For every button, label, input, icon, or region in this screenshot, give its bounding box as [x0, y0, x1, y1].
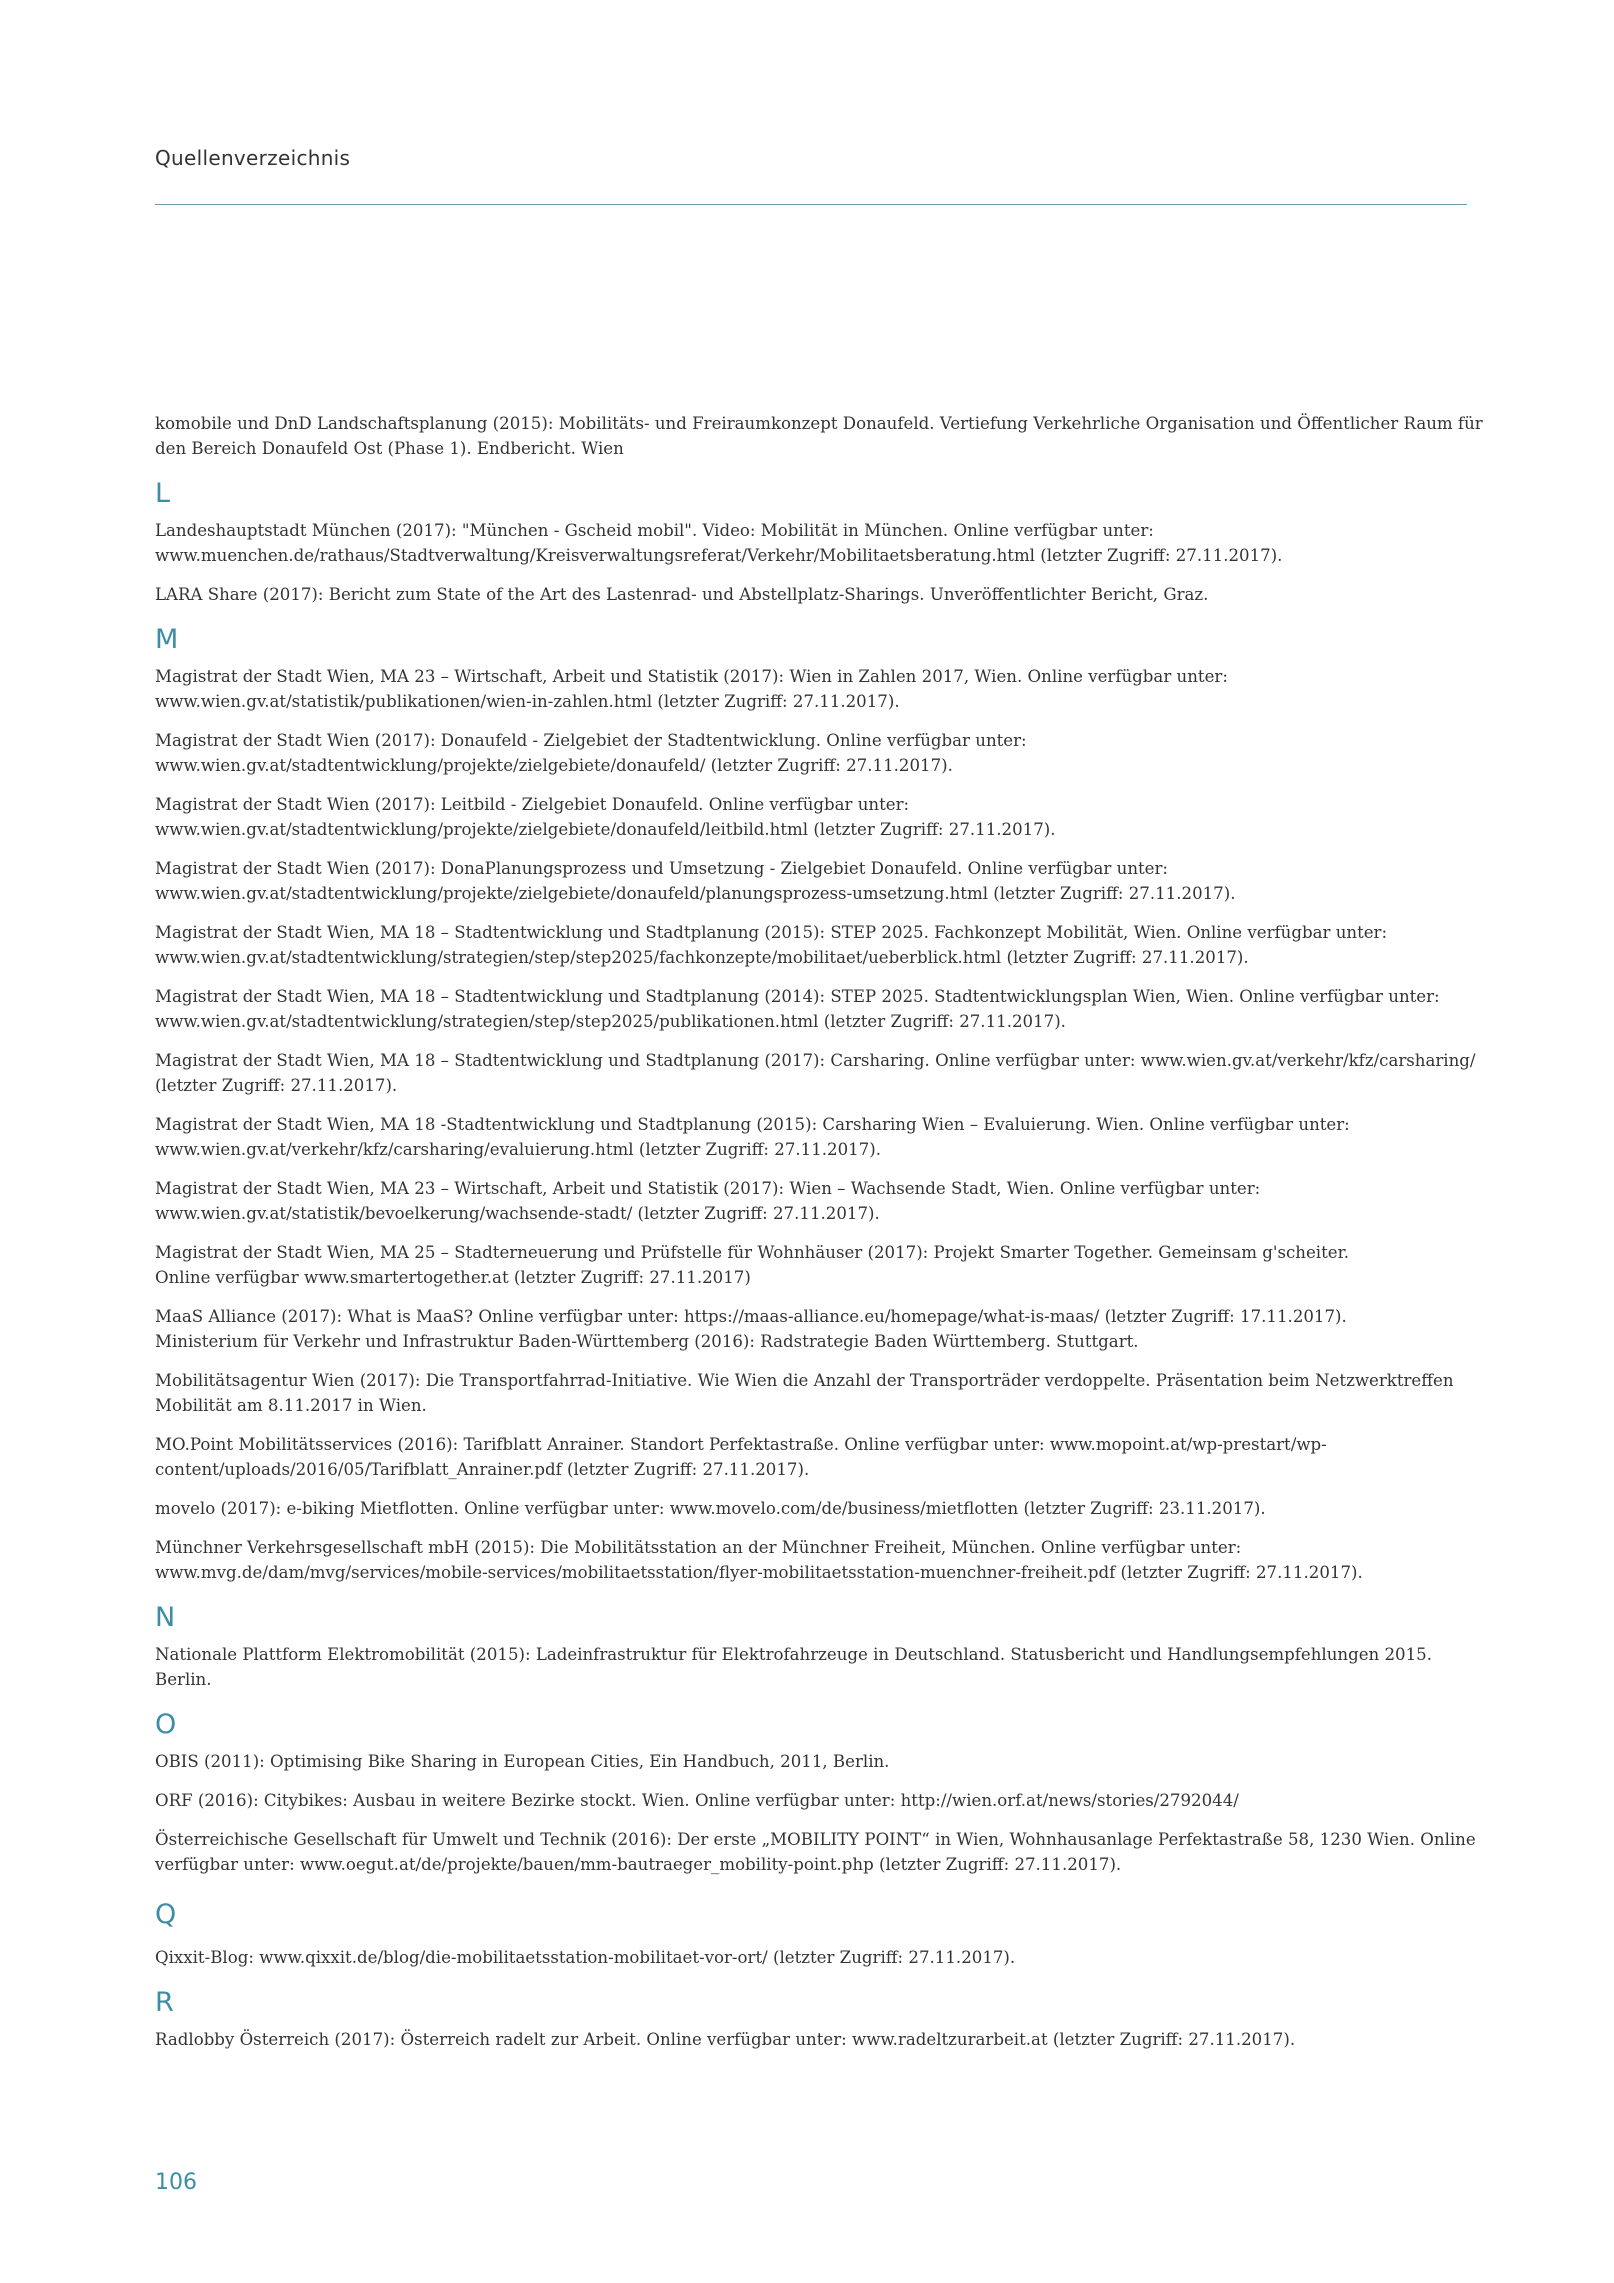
- reference-entry: Landeshauptstadt München (2017): "München - Gscheid mobil". Video: Mobilität in München. Online verfügbar unter: www.muenchen.de/rathaus/Stadtverwaltung/Kreisverwaltungsreferat/Verkehr/Mobilitaetsberatung.html (letzter Zugriff: 27.11.2017).: [155, 521, 1283, 565]
- reference-entry: Magistrat der Stadt Wien (2017): Leitbild - Zielgebiet Donaufeld. Online verfügbar unter: www.wien.gv.at/stadtentwicklung/projekte/zielgebiete/donaufeld/leitbild.html (letzter Zugriff: 27.11.2017).: [155, 795, 1056, 839]
- reference-entry: Magistrat der Stadt Wien, MA 18 – Stadtentwicklung und Stadtplanung (2015): STEP 2025. Fachkonzept Mobilität, Wien. Online verfügbar unter: www.wien.gv.at/stadtentwicklung/strategien/step/step2025/fachkonzepte/mobilitaet/ueberblick.html (letzter Zugriff: 27.11.2017).: [155, 923, 1388, 967]
- header-divider: [155, 204, 1467, 205]
- reference-entry: Österreichische Gesellschaft für Umwelt und Technik (2016): Der erste „MOBILITY POINT“ in Wien, Wohnhausanlage Perfektastraße 58, 1230 Wien. Online verfügbar unter: www.oegut.at/de/projekte/bauen/mm-bautraeger_mobility-point.php (letzter Zugriff: 27.11.2017).: [155, 1830, 1476, 1874]
- reference-entry: Qixxit-Blog: www.qixxit.de/blog/die-mobilitaetsstation-mobilitaet-vor-ort/ (letzter Zugriff: 27.11.2017).: [155, 1948, 1016, 1967]
- reference-entry: [155, 1304, 1485, 1354]
- page-number: 106: [155, 2170, 197, 2195]
- reference-entry: Magistrat der Stadt Wien, MA 18 – Stadtentwicklung und Stadtplanung (2014): STEP 2025. Stadtentwicklungsplan Wien, Wien. Online verfügbar unter: www.wien.gv.at/stadtentwicklung/strategien/step/step2025/publikationen.html (letzter Zugriff: 27.11.2017).: [155, 987, 1440, 1031]
- reference-line: Ministerium für Verkehr und Infrastruktur Baden-Württemberg (2016): Radstrategie Baden Württemberg. Stuttgart.: [155, 1332, 1139, 1351]
- section-letter-o: O: [155, 1709, 177, 1740]
- section-letter-m: M: [155, 624, 179, 655]
- reference-entry: Magistrat der Stadt Wien (2017): DonaPlanungsprozess und Umsetzung - Zielgebiet Donaufeld. Online verfügbar unter: www.wien.gv.at/stadtentwicklung/projekte/zielgebiete/donaufeld/planungsprozess-umsetzung.html (letzter Zugriff: 27.11.2017).: [155, 859, 1236, 903]
- section-letter-l: L: [155, 478, 171, 509]
- reference-entry: [155, 1240, 1485, 1290]
- reference-entry: Münchner Verkehrsgesellschaft mbH (2015): Die Mobilitätsstation an der Münchner Freiheit, München. Online verfügbar unter: www.mvg.de/dam/mvg/services/mobile-services/mobilitaetsstation/flyer-mobilitaetsstation-muenchner-freiheit.pdf (letzter Zugriff: 27.11.2017).: [155, 1538, 1363, 1582]
- reference-entry: MO.Point Mobilitätsservices (2016): Tarifblatt Anrainer. Standort Perfektastraße. Online verfügbar unter: www.mopoint.at/wp-prestart/wp-content/uploads/2016/05/Tarifblatt_Anrainer.pdf (letzter Zugriff: 27.11.2017).: [155, 1435, 1327, 1479]
- reference-entry: Magistrat der Stadt Wien, MA 23 – Wirtschaft, Arbeit und Statistik (2017): Wien in Zahlen 2017, Wien. Online verfügbar unter: www.wien.gv.at/statistik/publikationen/wien-in-zahlen.html (letzter Zugriff: 27.11.2017).: [155, 667, 1228, 711]
- reference-entry: Magistrat der Stadt Wien, MA 23 – Wirtschaft, Arbeit und Statistik (2017): Wien – Wachsende Stadt, Wien. Online verfügbar unter: www.wien.gv.at/statistik/bevoelkerung/wachsende-stadt/ (letzter Zugriff: 27.11.2017).: [155, 1179, 1261, 1223]
- reference-entry: LARA Share (2017): Bericht zum State of the Art des Lastenrad- und Abstellplatz-Sharings. Unveröffentlichter Bericht, Graz.: [155, 585, 1209, 604]
- reference-entry: ORF (2016): Citybikes: Ausbau in weitere Bezirke stockt. Wien. Online verfügbar unter: http://wien.orf.at/news/stories/2792044/: [155, 1791, 1239, 1810]
- reference-entry: Radlobby Österreich (2017): Österreich radelt zur Arbeit. Online verfügbar unter: www.radeltzurarbeit.at (letzter Zugriff: 27.11.2017).: [155, 2030, 1296, 2049]
- reference-line: Online verfügbar www.smartertogether.at (letzter Zugriff: 27.11.2017): [155, 1268, 751, 1287]
- page-header-title: Quellenverzeichnis: [155, 146, 351, 170]
- reference-entry: komobile und DnD Landschaftsplanung (2015): Mobilitäts- und Freiraumkonzept Donaufeld. Vertiefung Verkehrliche Organisation und Öffentlicher Raum für den Bereich Donaufeld Ost (Phase 1). Endbericht. Wien: [155, 414, 1483, 458]
- reference-entry: Magistrat der Stadt Wien, MA 18 -Stadtentwicklung und Stadtplanung (2015): Carsharing Wien – Evaluierung. Wien. Online verfügbar unter: www.wien.gv.at/verkehr/kfz/carsharing/evaluierung.html (letzter Zugriff: 27.11.2017).: [155, 1115, 1350, 1159]
- reference-entry: Mobilitätsagentur Wien (2017): Die Transportfahrrad-Initiative. Wie Wien die Anzahl der Transporträder verdoppelte. Präsentation beim Netzwerktreffen Mobilität am 8.11.2017 in Wien.: [155, 1371, 1454, 1415]
- reference-line: MaaS Alliance (2017): What is MaaS? Online verfügbar unter: https://maas-alliance.eu/homepage/what-is-maas/ (letzter Zugriff: 17.11.2017).: [155, 1307, 1347, 1326]
- reference-entry: Magistrat der Stadt Wien (2017): Donaufeld - Zielgebiet der Stadtentwicklung. Online verfügbar unter: www.wien.gv.at/stadtentwicklung/projekte/zielgebiete/donaufeld/ (letzter Zugriff: 27.11.2017).: [155, 731, 1027, 775]
- section-letter-n: N: [155, 1602, 176, 1633]
- section-letter-r: R: [155, 1987, 174, 2018]
- reference-entry: movelo (2017): e-biking Mietflotten. Online verfügbar unter: www.movelo.com/de/business/mietflotten (letzter Zugriff: 23.11.2017).: [155, 1499, 1266, 1518]
- reference-entry: OBIS (2011): Optimising Bike Sharing in European Cities, Ein Handbuch, 2011, Berlin.: [155, 1752, 890, 1771]
- reference-entry: Nationale Plattform Elektromobilität (2015): Ladeinfrastruktur für Elektrofahrzeuge in Deutschland. Statusbericht und Handlungsempfehlungen 2015. Berlin.: [155, 1645, 1433, 1689]
- reference-entry: Magistrat der Stadt Wien, MA 18 – Stadtentwicklung und Stadtplanung (2017): Carsharing. Online verfügbar unter: www.wien.gv.at/verkehr/kfz/carsharing/ (letzter Zugriff: 27.11.2017).: [155, 1051, 1476, 1095]
- reference-line: Magistrat der Stadt Wien, MA 25 – Stadterneuerung und Prüfstelle für Wohnhäuser (2017): Projekt Smarter Together. Gemeinsam g'scheiter.: [155, 1243, 1349, 1262]
- section-letter-q: Q: [155, 1899, 177, 1930]
- reference-list: [155, 411, 1485, 2066]
